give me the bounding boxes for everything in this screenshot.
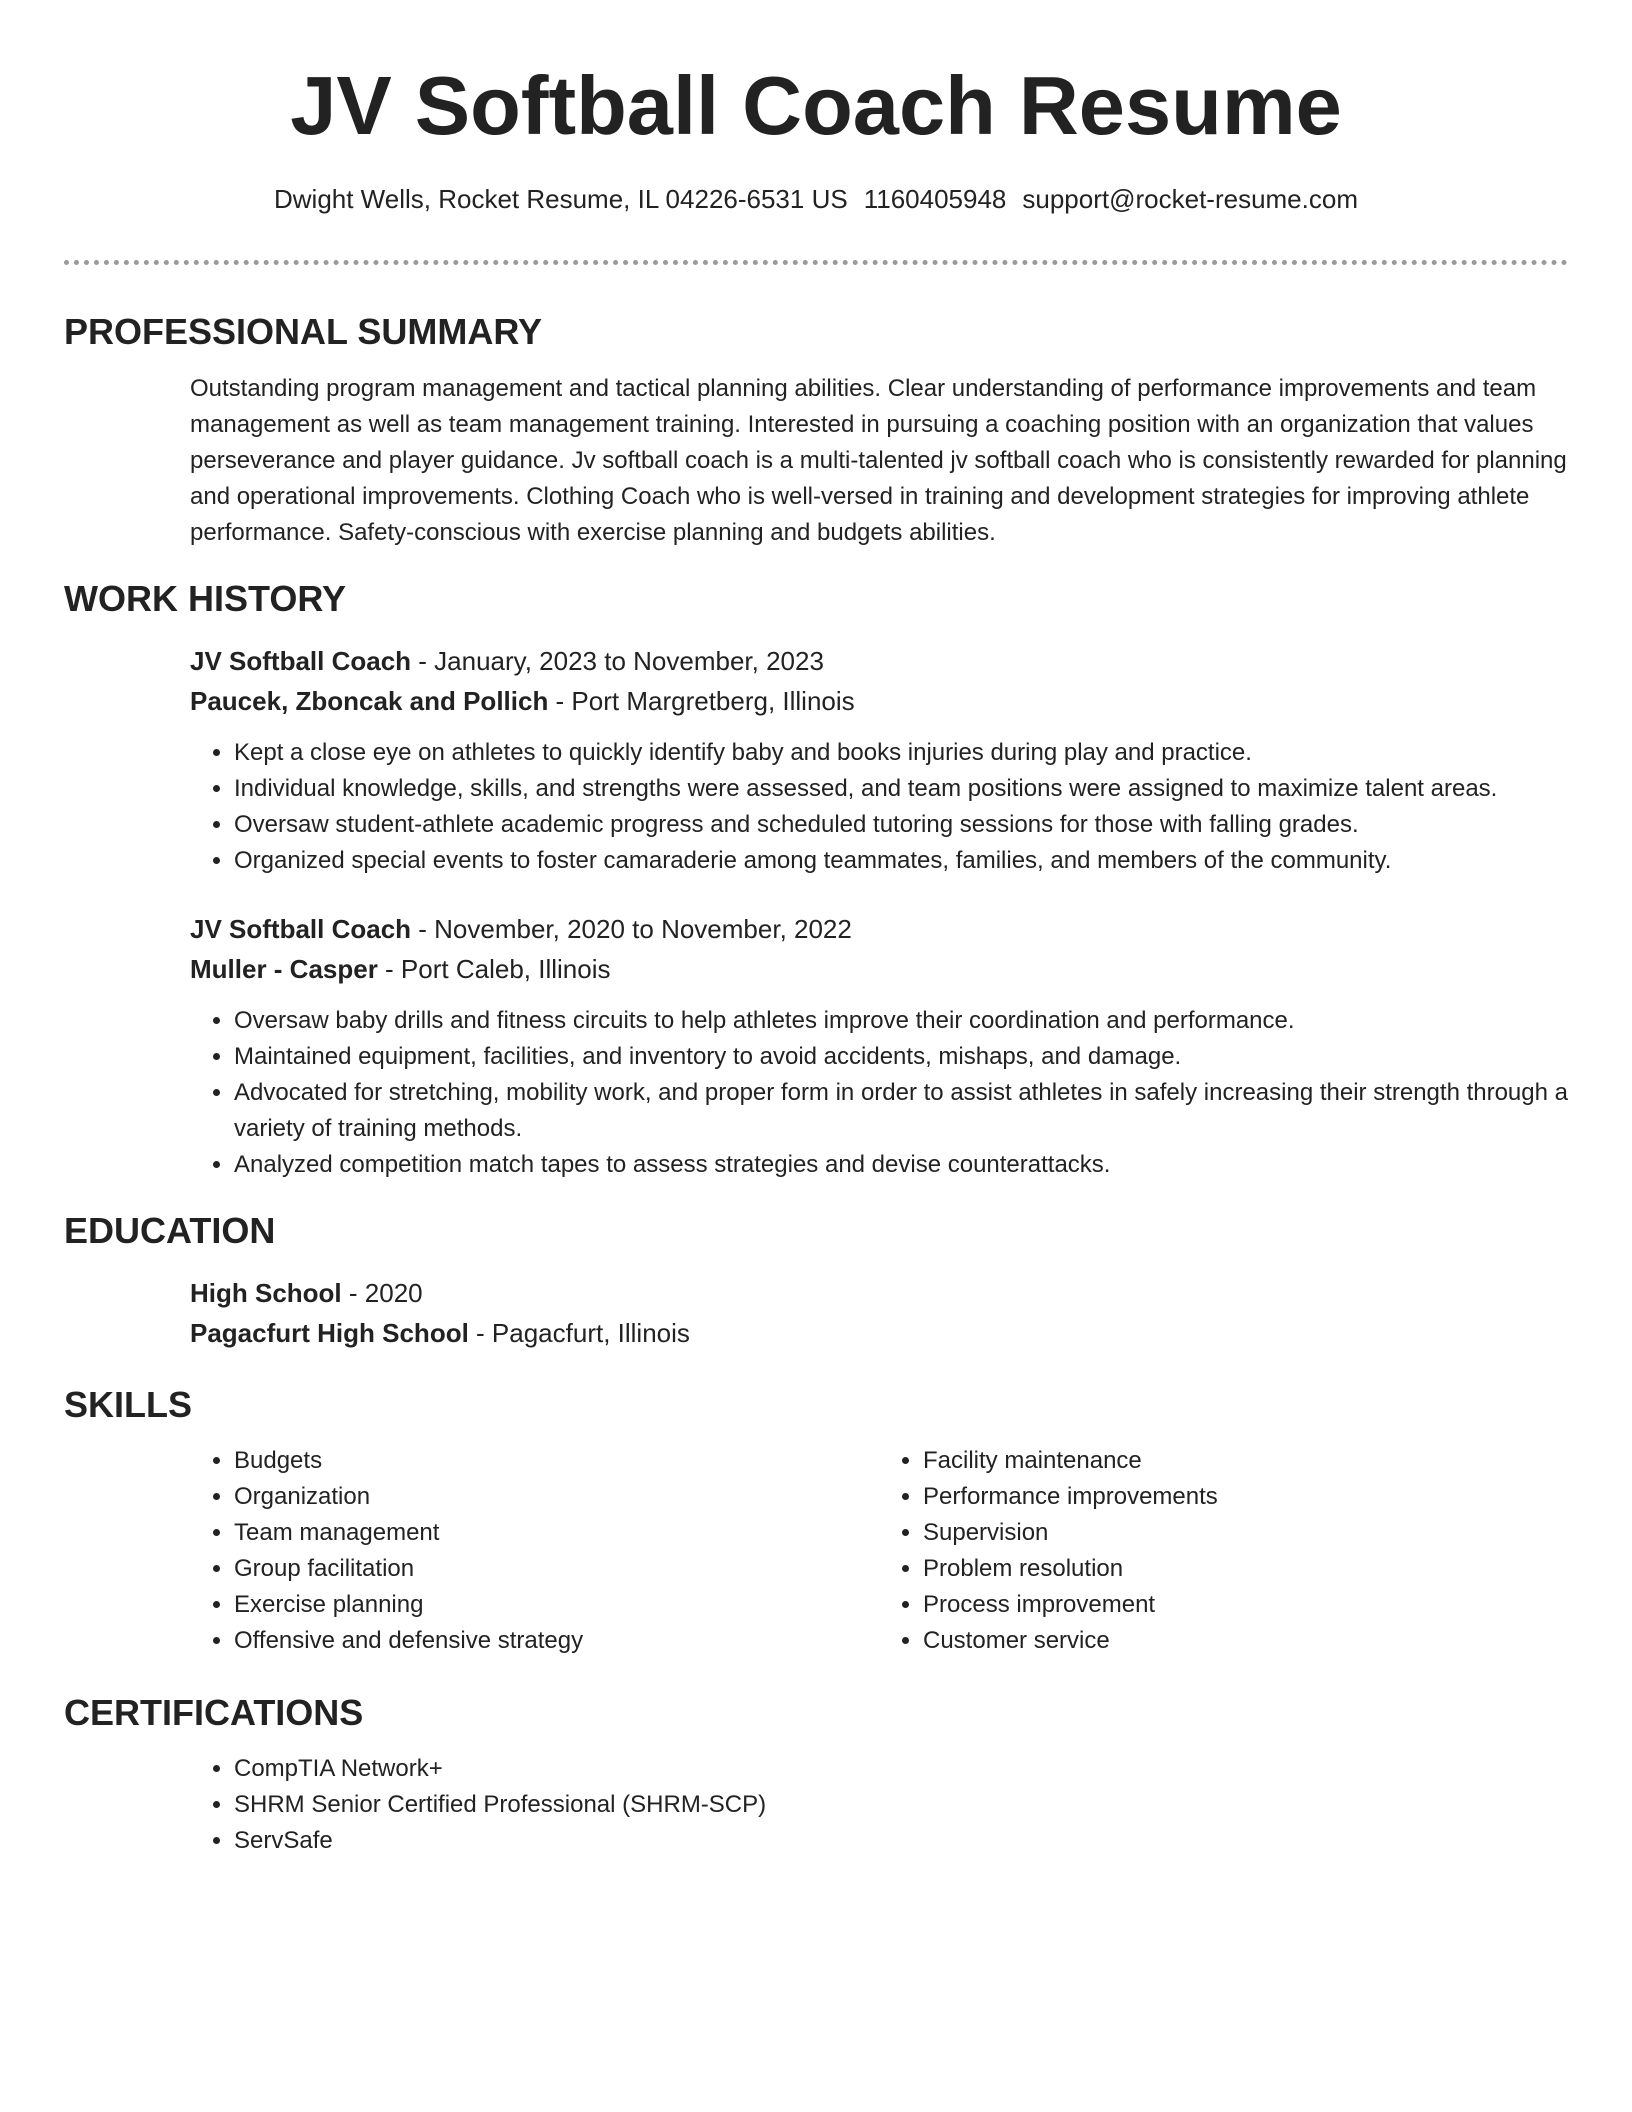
education-school-line — [190, 1313, 1568, 1353]
job-duty: • Analyzed competition match tapes to assess strategies and devise counterattacks. — [234, 1147, 1568, 1183]
education-heading: EDUCATION — [64, 1210, 276, 1251]
job-duty: • Advocated for stretching, mobility work, and proper form in order to assist athletes in safely increasing their strength through a variety of training methods. — [234, 1075, 1568, 1147]
summary-text: Outstanding program management and tactical planning abilities. Clear understanding of performance improvements and team management as well as team management training. Interested in pursuing a coaching position with an organization that values perseverance and player guidance. Jv softball coach is a multi-talented jv softball coach who is consistently rewarded for planning and operational improvements. Clothing Coach who is well-versed in training and development strategies for improving athlete performance. Safety-conscious with exercise planning and budgets abilities. — [190, 375, 1567, 546]
job-title-line — [190, 909, 1568, 949]
job-duty: • Oversaw student-athlete academic progress and scheduled tutoring sessions for those with falling grades. — [234, 807, 1568, 843]
job-company-line — [190, 681, 1568, 721]
certifications-heading: CERTIFICATIONS — [64, 1692, 364, 1733]
skill-item: • Exercise planning — [234, 1587, 879, 1623]
skills-list-left — [190, 1443, 879, 1659]
job-location: - Port Margretberg, Illinois — [548, 686, 855, 716]
job-entry — [190, 641, 1568, 879]
certifications-section — [190, 1751, 1568, 1859]
job-duty: • Maintained equipment, facilities, and inventory to avoid accidents, mishaps, and damage. — [234, 1039, 1568, 1075]
summary-section — [190, 371, 1568, 551]
certification-item: • SHRM Senior Certified Professional (SHRM-SCP) — [234, 1787, 1568, 1823]
job-duties-list — [190, 735, 1568, 879]
skill-item: • Customer service — [923, 1623, 1568, 1659]
certification-item: • CompTIA Network+ — [234, 1751, 1568, 1787]
education-degree: High School — [190, 1278, 342, 1308]
work-history-heading: WORK HISTORY — [64, 578, 347, 619]
contact-phone: 1160405948 — [863, 184, 1007, 214]
header-divider — [64, 260, 1568, 265]
job-entry — [190, 909, 1568, 1183]
education-degree-line — [190, 1273, 1568, 1313]
skill-item: • Facility maintenance — [923, 1443, 1568, 1479]
skills-grid — [190, 1443, 1568, 1659]
job-company: Paucek, Zboncak and Pollich — [190, 686, 549, 716]
skill-item: • Organization — [234, 1479, 879, 1515]
job-title: JV Softball Coach — [190, 914, 412, 944]
job-dates: - November, 2020 to November, 2022 — [411, 914, 852, 944]
contact-line — [64, 182, 1568, 216]
skills-section — [190, 1443, 1568, 1659]
skills-heading: SKILLS — [64, 1384, 193, 1425]
skill-item: • Supervision — [923, 1515, 1568, 1551]
summary-heading: PROFESSIONAL SUMMARY — [64, 311, 543, 352]
skill-item: • Problem resolution — [923, 1551, 1568, 1587]
job-title-line — [190, 641, 1568, 681]
contact-address: Dwight Wells, Rocket Resume, IL 04226-6531 US — [273, 184, 848, 214]
skill-item: • Offensive and defensive strategy — [234, 1623, 879, 1659]
skill-item: • Performance improvements — [923, 1479, 1568, 1515]
job-company-line — [190, 949, 1568, 989]
job-duty: • Oversaw baby drills and fitness circuits to help athletes improve their coordination and performance. — [234, 1003, 1568, 1039]
resume-title: JV Softball Coach Resume — [290, 59, 1342, 152]
skill-item: • Budgets — [234, 1443, 879, 1479]
job-duties-list — [190, 1003, 1568, 1183]
education-year: - 2020 — [341, 1278, 423, 1308]
job-duty: • Kept a close eye on athletes to quickly identify baby and books injuries during play and practice. — [234, 735, 1568, 771]
work-history-section — [190, 641, 1568, 1183]
education-location: - Pagacfurt, Illinois — [468, 1318, 690, 1348]
skill-item: • Group facilitation — [234, 1551, 879, 1587]
education-section — [190, 1273, 1568, 1353]
education-school: Pagacfurt High School — [190, 1318, 469, 1348]
skill-item: • Team management — [234, 1515, 879, 1551]
job-title: JV Softball Coach — [190, 646, 412, 676]
job-location: - Port Caleb, Illinois — [377, 954, 611, 984]
job-duty: • Individual knowledge, skills, and strengths were assessed, and team positions were assigned to maximize talent areas. — [234, 771, 1568, 807]
job-duty: • Organized special events to foster camaraderie among teammates, families, and members of the community. — [234, 843, 1568, 879]
skills-list-right — [879, 1443, 1568, 1659]
job-dates: - January, 2023 to November, 2023 — [411, 646, 824, 676]
certifications-list — [190, 1751, 1568, 1859]
certification-item: • ServSafe — [234, 1823, 1568, 1859]
job-company: Muller - Casper — [190, 954, 378, 984]
contact-email[interactable]: support@rocket-resume.com — [1022, 184, 1358, 214]
skill-item: • Process improvement — [923, 1587, 1568, 1623]
